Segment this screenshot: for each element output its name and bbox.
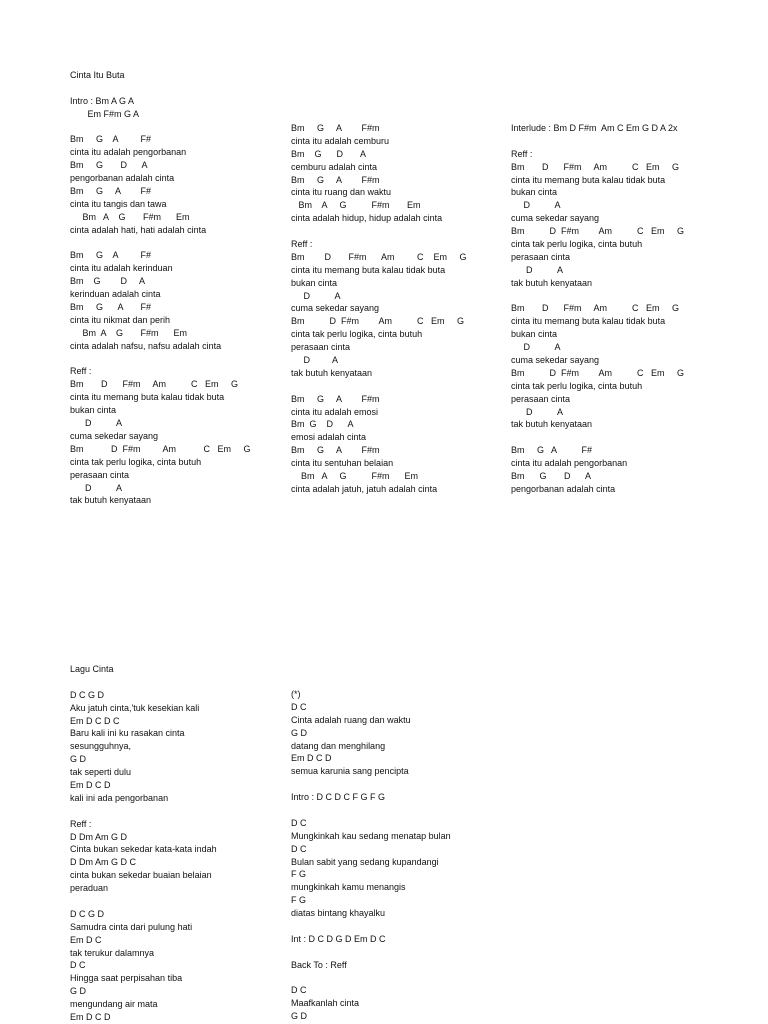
song1-col3-line: bukan cinta <box>511 187 558 198</box>
song2-col1-line: Baru kali ini ku rasakan cinta <box>70 728 185 739</box>
song1-col2-line: Bm G A F#m <box>291 123 380 133</box>
song1-col1-line: cinta itu memang buta kalau tidak buta <box>70 392 225 403</box>
song1-col2-line: emosi adalah cinta <box>291 432 367 443</box>
song1-col3-line: pengorbanan adalah cinta <box>511 483 616 494</box>
song1-col3-line: cinta itu memang buta kalau tidak buta <box>511 174 666 185</box>
song1-col1-line: cinta itu adalah pengorbanan <box>70 147 187 158</box>
song1-col2-line: D A <box>291 355 339 366</box>
song1-col2-line: cinta itu ruang dan waktu <box>291 187 392 198</box>
song1-col2-line: cemburu adalah cinta <box>291 161 378 172</box>
song1-col1-line <box>70 121 251 134</box>
song1-col1-line: Bm G A F# <box>70 134 152 145</box>
song1-col1-line: Em F#m G A <box>70 108 140 119</box>
song1-col1-line: cinta tak perlu logika, cinta butuh <box>70 456 202 467</box>
song2-col2-line: F G <box>291 895 306 906</box>
song1-col2-line: Bm A G F#m Em <box>291 200 421 211</box>
song1-col2-line <box>291 225 467 238</box>
song2-col1-line: Samudra cinta dari pulung hati <box>70 921 193 932</box>
song2-col2-line: Mungkinkah kau sedang menatap bulan <box>291 830 451 841</box>
song1-col3-line: Bm D F#m Am C Em G <box>511 226 685 237</box>
song1-col1-line: Cinta Itu Buta <box>70 70 125 80</box>
song2-col2-line: Em D C D <box>291 753 332 764</box>
song1-col1-line: Bm G A F# <box>70 186 152 197</box>
song2-col2-line: semua karunia sang pencipta <box>291 766 409 777</box>
song2-col2-line: Cinta adalah ruang dan waktu <box>291 714 411 725</box>
song2-col1-line: D C G D <box>70 908 105 919</box>
song1-col1-line: bukan cinta <box>70 405 117 416</box>
song1-col3-line: D A <box>511 342 561 353</box>
song2-col2-line: Int : D C D G D Em D C <box>291 933 386 944</box>
song2-col2-line: datang dan menghilang <box>291 740 386 751</box>
song1-col3-line: cinta itu memang buta kalau tidak buta <box>511 316 666 327</box>
song1-col2-line: cinta adalah jatuh, jatuh adalah cinta <box>291 483 438 494</box>
song1-col3-line: cuma sekedar sayang <box>511 213 600 224</box>
song1-col2-line: Bm A G F#m Em <box>291 471 419 482</box>
song1-col2-line: Bm G D A <box>291 419 354 430</box>
song2-col1-line: Em D C D <box>70 1012 111 1023</box>
song1-col1-line: Bm A G F#m Em <box>70 327 188 338</box>
song1-col2-line: D A <box>291 290 341 301</box>
song2-col1-line: tak seperti dulu <box>70 767 132 778</box>
song2-col2-line: D C <box>291 701 307 712</box>
song1-col3-line: Reff : <box>511 148 533 159</box>
song1-col2-line: Bm D F#m Am C Em G <box>291 316 465 327</box>
song2-col1-line: sesungguhnya, <box>70 741 132 752</box>
song2-col2-line: G D <box>291 727 308 738</box>
song2-col2-line <box>291 804 451 817</box>
song1-col1-line: Bm G A F# <box>70 250 152 261</box>
song1-column-3 <box>511 122 684 496</box>
song1-col1-line: Bm G D A <box>70 276 146 287</box>
song2-col2-line: diatas bintang khayalku <box>291 908 386 919</box>
song1-col1-line: pengorbanan adalah cinta <box>70 173 175 184</box>
song1-col3-line: Interlude : Bm D F#m Am C Em G D A 2x <box>511 123 678 133</box>
song2-col1-line: D Dm Am G D C <box>70 857 137 868</box>
song1-col2-line: Reff : <box>291 239 313 250</box>
song2-col2-line <box>291 920 451 933</box>
song1-col1-line: Bm G A F# <box>70 302 152 313</box>
song1-col3-line: cinta tak perlu logika, cinta butuh <box>511 380 643 391</box>
song2-col2-line: Maafkanlah cinta <box>291 998 360 1009</box>
song2-col2-line <box>291 946 451 959</box>
song1-col1-line: cinta adalah nafsu, nafsu adalah cinta <box>70 340 222 351</box>
song2-col1-line: tak terukur dalamnya <box>70 947 155 958</box>
song1-col2-line: cinta adalah hidup, hidup adalah cinta <box>291 213 443 224</box>
song2-col1-line: Cinta bukan sekedar kata-kata indah <box>70 844 217 855</box>
song1-col3-line: D A <box>511 200 561 211</box>
song1-col2-line: cinta itu memang buta kalau tidak buta <box>291 264 446 275</box>
song1-col1-line: D A <box>70 418 123 429</box>
song2-col2-line <box>291 972 451 985</box>
song1-column-2 <box>291 122 467 496</box>
song1-col2-line: cinta itu sentuhan belaian <box>291 458 394 469</box>
song1-col1-line: D A <box>70 482 123 493</box>
song2-col1-line <box>70 895 217 908</box>
song2-column-2 <box>291 688 451 1023</box>
song1-col3-line: Bm D F#m Am C Em G <box>511 161 680 172</box>
song1-col3-line: D A <box>511 406 564 417</box>
song1-col1-line: cinta adalah hati, hati adalah cinta <box>70 224 207 235</box>
song1-col2-line: cinta itu adalah emosi <box>291 406 379 417</box>
song1-col3-line: bukan cinta <box>511 329 558 340</box>
song2-col1-line: G D <box>70 986 87 997</box>
song2-col1-line: Em D C D C <box>70 715 120 726</box>
song1-col3-line: Bm D F#m Am C Em G <box>511 303 680 314</box>
song1-col3-line <box>511 135 684 148</box>
song1-col1-line: Intro : Bm A G A <box>70 95 135 106</box>
song2-col1-line: kali ini ada pengorbanan <box>70 792 169 803</box>
song1-col1-line <box>70 237 251 250</box>
song1-col1-line: cinta itu tangis dan tawa <box>70 198 167 209</box>
song2-col2-line: mungkinkah kamu menangis <box>291 882 406 893</box>
song2-col2-line: Intro : D C D C F G F G <box>291 792 386 803</box>
song2-col1-line: G D <box>70 754 87 765</box>
song1-col1-line: Bm A G F#m Em <box>70 211 190 222</box>
song1-col2-line: bukan cinta <box>291 277 338 288</box>
song2-col2-line: Bulan sabit yang sedang kupandangi <box>291 856 439 867</box>
song2-col1-line <box>70 676 217 689</box>
song2-col1-line <box>70 805 217 818</box>
song1-col3-line: cuma sekedar sayang <box>511 355 600 366</box>
song1-col2-line: Bm G A F#m <box>291 393 380 404</box>
song1-col2-line: cinta itu adalah cemburu <box>291 135 390 146</box>
song2-col1-line: D C <box>70 960 86 971</box>
song1-col3-line: perasaan cinta <box>511 251 571 262</box>
song1-col2-line: Bm G A F#m <box>291 174 380 185</box>
song2-col1-line: mengundang air mata <box>70 999 158 1010</box>
song1-col1-line: cinta itu nikmat dan perih <box>70 314 171 325</box>
song2-col2-line: D C <box>291 843 307 854</box>
song2-col2-line: D C <box>291 817 307 828</box>
song1-col2-line: Bm G D A <box>291 148 367 159</box>
song1-col3-line: cinta tak perlu logika, cinta butuh <box>511 239 643 250</box>
song2-col2-line: (*) <box>291 689 301 699</box>
song1-col1-line: cinta itu adalah kerinduan <box>70 263 173 274</box>
song2-col1-line: cinta bukan sekedar buaian belaian <box>70 870 212 881</box>
song1-col3-line: tak butuh kenyataan <box>511 419 593 430</box>
song1-col3-line: Bm G D A <box>511 471 592 482</box>
song2-col1-line: Lagu Cinta <box>70 664 114 674</box>
song1-col3-line: perasaan cinta <box>511 393 571 404</box>
song1-col3-line: Bm D F#m Am C Em G <box>511 367 685 378</box>
song1-col1-line: Bm D F#m Am C Em G <box>70 379 239 390</box>
song1-col3-line <box>511 431 684 444</box>
song1-column-1 <box>70 69 251 507</box>
song2-col1-line: Em D C <box>70 934 102 945</box>
song2-col1-line: D Dm Am G D <box>70 831 128 842</box>
song2-col2-line: D C <box>291 985 307 996</box>
song2-col2-line <box>291 778 451 791</box>
song1-col1-line <box>70 82 251 95</box>
song1-col2-line: Bm G A F#m <box>291 445 380 456</box>
song1-col3-line: cinta itu adalah pengorbanan <box>511 458 628 469</box>
song1-col2-line: cuma sekedar sayang <box>291 303 380 314</box>
song2-col1-line: D C G D <box>70 689 105 700</box>
song1-col1-line: cuma sekedar sayang <box>70 430 159 441</box>
song2-col2-line: Back To : Reff <box>291 959 347 970</box>
song1-col3-line: Bm G A F# <box>511 445 593 456</box>
song1-col2-line: cinta tak perlu logika, cinta butuh <box>291 329 423 340</box>
song1-col2-line <box>291 380 467 393</box>
song2-col2-line: F G <box>291 869 306 880</box>
song1-col2-line: perasaan cinta <box>291 342 351 353</box>
song1-col2-line: tak butuh kenyataan <box>291 367 373 378</box>
song1-col3-line: tak butuh kenyataan <box>511 277 593 288</box>
song1-col1-line <box>70 353 251 366</box>
song1-col1-line: tak butuh kenyataan <box>70 495 152 506</box>
song2-col1-line: Reff : <box>70 818 92 829</box>
song2-column-1 <box>70 663 217 1024</box>
song2-col1-line: Aku jatuh cinta,'tuk kesekian kali <box>70 702 200 713</box>
song2-col2-line: G D <box>291 1011 308 1022</box>
song1-col1-line: kerinduan adalah cinta <box>70 289 161 300</box>
song1-col2-line: Bm D F#m Am C Em G <box>291 251 467 262</box>
song1-col3-line: D A <box>511 264 564 275</box>
song2-col1-line: Hingga saat perpisahan tiba <box>70 973 183 984</box>
song1-col1-line: Reff : <box>70 366 92 377</box>
song1-col1-line: Bm D F#m Am C Em G <box>70 443 251 454</box>
song1-col1-line: perasaan cinta <box>70 469 130 480</box>
song2-col1-line: Em D C D <box>70 780 111 791</box>
song2-col1-line: peraduan <box>70 883 109 894</box>
song1-col3-line <box>511 290 684 303</box>
song1-col1-line: Bm G D A <box>70 160 148 171</box>
